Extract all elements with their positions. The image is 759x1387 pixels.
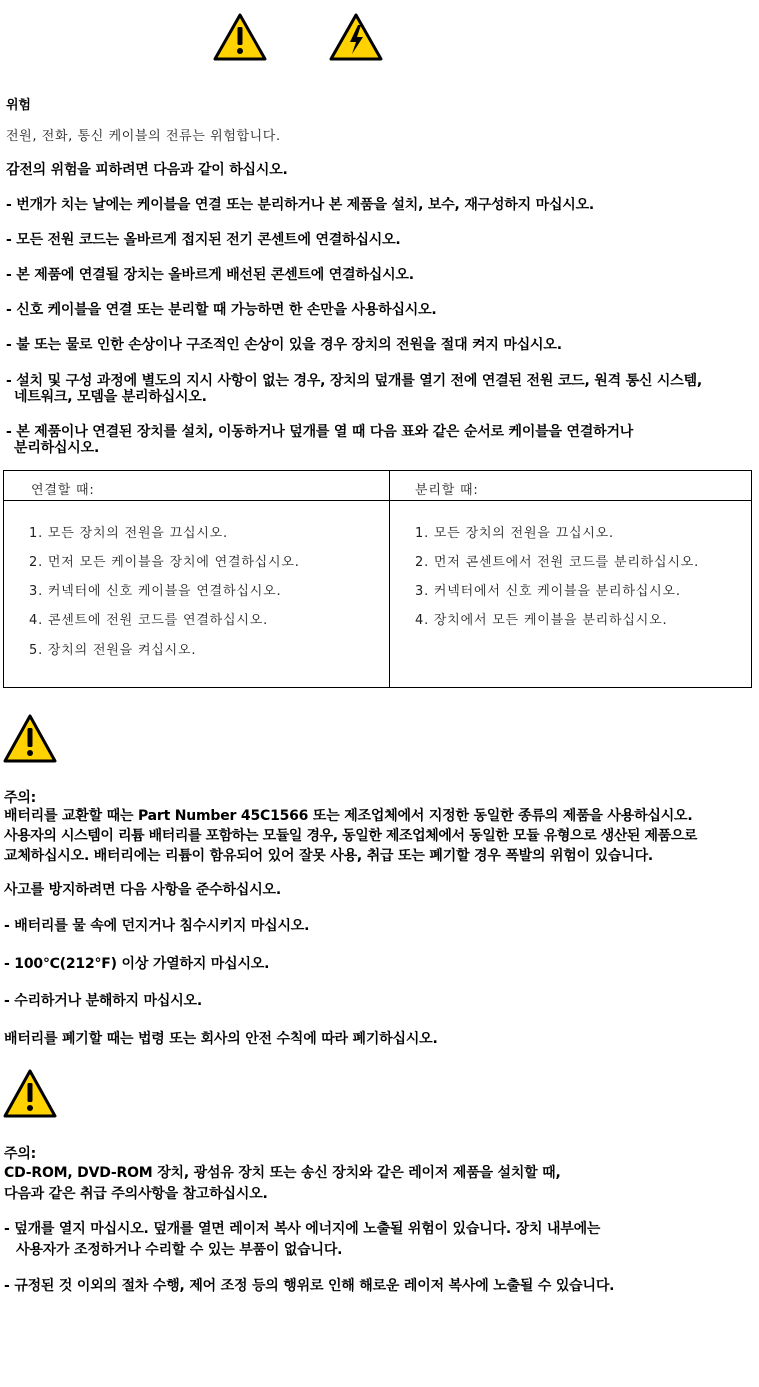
laser-item: - 규정된 것 이외의 절차 수행, 제어 조정 등의 행위로 인해 해로운 레이저 복사에 노출될 수 있습니다.: [4, 1278, 615, 1294]
danger-item: - 모든 전원 코드는 올바르게 접지된 전기 콘센트에 연결하십시오.: [6, 232, 401, 248]
caution-triangle-icon: [2, 713, 58, 765]
danger-item: - 설치 및 구성 과정에 별도의 지시 사항이 없는 경우, 장치의 덮개를 열기 전에 연결된 전원 코드, 원격 통신 시스템,: [6, 373, 703, 389]
danger-item: - 번개가 치는 날에는 케이블을 연결 또는 분리하거나 본 제품을 설치, 보수, 재구성하지 마십시오.: [6, 197, 595, 213]
connect-step: 5. 장치의 전원을 켜십시오.: [29, 643, 197, 658]
battery-text: 사용자의 시스템이 리튬 배터리를 포함하는 모듈일 경우, 동일한 제조업체에서 동일한 모듈 유형으로 생산된 제품으로: [4, 828, 698, 844]
danger-item: - 본 제품에 연결될 장치는 올바르게 배선된 콘센트에 연결하십시오.: [6, 267, 414, 283]
laser-caution-heading: 주의:: [4, 1146, 37, 1162]
danger-item-continuation: 네트워크, 모뎀을 분리하십시오.: [14, 389, 207, 405]
danger-item: - 불 또는 물로 인한 손상이나 구조적인 손상이 있을 경우 장치의 전원을 절대 켜지 마십시오.: [6, 337, 562, 353]
battery-item: - 배터리를 물 속에 던지거나 침수시키지 마십시오.: [4, 918, 310, 934]
danger-heading: 위험: [6, 98, 31, 113]
danger-lead: 감전의 위험을 피하려면 다음과 같이 하십시오.: [6, 162, 288, 178]
battery-item: - 수리하거나 분해하지 마십시오.: [4, 993, 202, 1009]
battery-text: 교체하십시오. 배터리에는 리튬이 함유되어 있어 잘못 사용, 취급 또는 폐기할 경우 폭발의 위험이 있습니다.: [4, 848, 654, 864]
laser-item-continuation: 사용자가 조정하거나 수리할 수 있는 부품이 없습니다.: [16, 1242, 343, 1258]
cable-order-table: [3, 470, 752, 688]
danger-item-continuation: 분리하십시오.: [14, 440, 100, 456]
connect-header: 연결할 때:: [31, 483, 95, 498]
battery-caution-heading: 주의:: [4, 790, 37, 806]
danger-item: - 신호 케이블을 연결 또는 분리할 때 가능하면 한 손만을 사용하십시오.: [6, 302, 437, 318]
laser-text: 다음과 같은 취급 주의사항을 참고하십시오.: [4, 1186, 268, 1202]
danger-item: - 본 제품이나 연결된 장치를 설치, 이동하거나 덮개를 열 때 다음 표와 같은 순서로 케이블을 연결하거나: [6, 424, 634, 440]
caution-triangle-icon: [2, 1068, 58, 1120]
electrical-hazard-icon: [328, 12, 384, 62]
battery-lead: 사고를 방지하려면 다음 사항을 준수하십시오.: [4, 882, 281, 898]
disconnect-header: 분리할 때:: [415, 483, 479, 498]
connect-step: 3. 커넥터에 신호 케이블을 연결하십시오.: [29, 584, 282, 599]
connect-step: 2. 먼저 모든 케이블을 장치에 연결하십시오.: [29, 555, 300, 570]
disconnect-step: 4. 장치에서 모든 케이블을 분리하십시오.: [415, 613, 668, 628]
danger-intro: 전원, 전화, 통신 케이블의 전류는 위험합니다.: [6, 129, 281, 144]
connect-step: 4. 콘센트에 전원 코드를 연결하십시오.: [29, 613, 269, 628]
laser-text: CD-ROM, DVD-ROM 장치, 광섬유 장치 또는 송신 장치와 같은 레이저 제품을 설치할 때,: [4, 1165, 561, 1181]
disconnect-step: 3. 커넥터에서 신호 케이블을 분리하십시오.: [415, 584, 681, 599]
connect-step: 1. 모든 장치의 전원을 끄십시오.: [29, 526, 228, 541]
disconnect-step: 1. 모든 장치의 전원을 끄십시오.: [415, 526, 614, 541]
laser-item: - 덮개를 열지 마십시오. 덮개를 열면 레이저 복사 에너지에 노출될 위험이 있습니다. 장치 내부에는: [4, 1221, 601, 1237]
warning-triangle-icon: [212, 12, 268, 62]
battery-disposal: 배터리를 폐기할 때는 법령 또는 회사의 안전 수칙에 따라 폐기하십시오.: [4, 1031, 438, 1047]
battery-item: - 100℃(212°F) 이상 가열하지 마십시오.: [4, 956, 270, 972]
disconnect-step: 2. 먼저 콘센트에서 전원 코드를 분리하십시오.: [415, 555, 700, 570]
battery-text: 배터리를 교환할 때는 Part Number 45C1566 또는 제조업체에서 지정한 동일한 종류의 제품을 사용하십시오.: [4, 808, 693, 824]
